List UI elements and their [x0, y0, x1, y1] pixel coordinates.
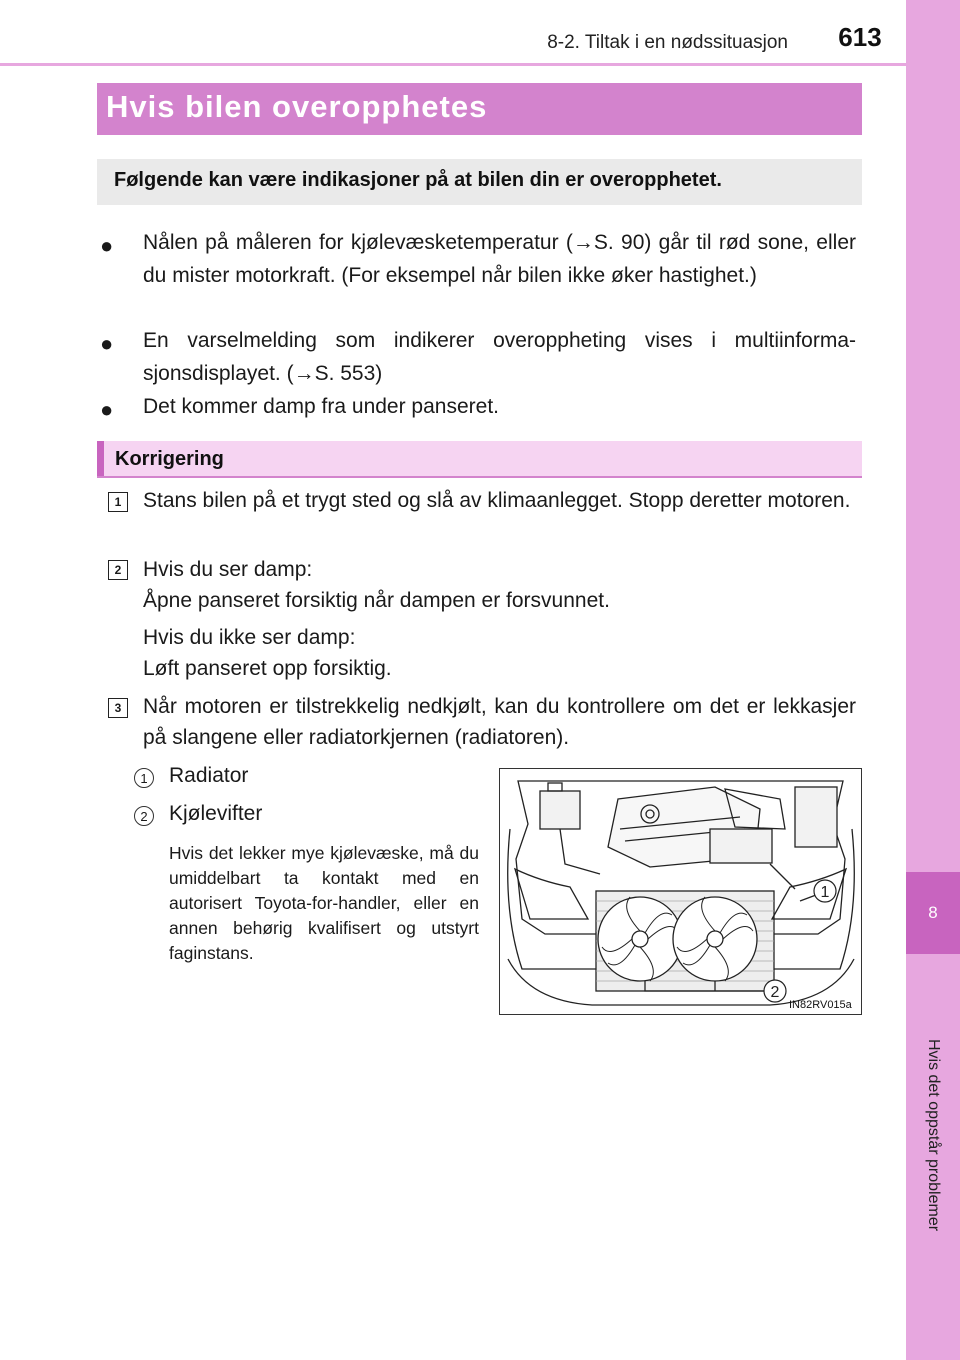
- correction-heading: Korrigering: [115, 448, 224, 470]
- step-text: Åpne panseret forsiktig når dampen er forsvunnet.: [143, 589, 610, 612]
- bullet-item: [100, 390, 856, 423]
- callout-label: Kjølevifter: [169, 802, 263, 825]
- engine-bay-illustration: [499, 768, 862, 1015]
- section-path: 8-2. Tiltak i en nødssituasjon: [547, 32, 788, 53]
- bullet-item: [100, 226, 856, 292]
- figure-callout-1: 1: [820, 884, 830, 901]
- bullet-dot-icon: ●: [100, 397, 114, 422]
- step-text: Stans bilen på et trygt sted og slå av klimaanlegget. Stopp deretter motoren.: [143, 489, 851, 512]
- step-text: Hvis du ikke ser damp:: [143, 626, 356, 649]
- page-number: 613: [838, 22, 882, 52]
- chapter-title: [906, 955, 960, 1315]
- step-text: Når motoren er tilstrekkelig nedkjølt, kan du kontrollere om det er lekkasjer på slangene eller radiatorkjernen (radiatoren).: [143, 695, 856, 749]
- engine-bay-drawing: [500, 769, 861, 1014]
- figure-code: IN82RV015a: [789, 999, 852, 1011]
- step-text: Hvis du ser damp:: [143, 558, 313, 581]
- callout-number: 2: [134, 806, 154, 826]
- intro-text: Følgende kan være indikasjoner på at bilen din er overopphetet.: [114, 169, 722, 191]
- figure-callout-2: 2: [770, 984, 780, 1001]
- bullet-text: En varselmelding som indikerer overoppheting vises i multiinforma-sjonsdisplayet. (→S. 553): [143, 329, 856, 385]
- correction-heading-rule: [97, 476, 862, 478]
- chapter-title-text: Hvis det oppstår problemer: [925, 1038, 942, 1232]
- header-rule: [0, 63, 906, 66]
- bullet-dot-icon: ●: [100, 331, 114, 356]
- bullet-dot-icon: ●: [100, 233, 114, 258]
- page-title: Hvis bilen overopphetes: [106, 89, 488, 124]
- bullet-text: Det kommer damp fra under panseret.: [143, 395, 499, 418]
- step-text: Løft panseret opp forsiktig.: [143, 657, 392, 680]
- chapter-number: 8: [906, 872, 960, 954]
- step-number-badge: 3: [108, 698, 128, 718]
- warning-note: Hvis det lekker mye kjølevæske, må du umiddelbart ta kontakt med en autorisert Toyota-for-handler, eller en annen behørig kvalifisert og utstyrt faginstans.: [169, 843, 479, 963]
- step-number-badge: 1: [108, 492, 128, 512]
- bullet-item: [100, 324, 856, 390]
- bullet-text: Nålen på måleren for kjølevæsketemperatur (→S. 90) går til rød sone, eller du mister motorkraft. (For eksempel når bilen ikke øker hastighet.): [143, 231, 856, 287]
- callout-number: 1: [134, 768, 154, 788]
- callout-label: Radiator: [169, 764, 249, 787]
- step-number-badge: 2: [108, 560, 128, 580]
